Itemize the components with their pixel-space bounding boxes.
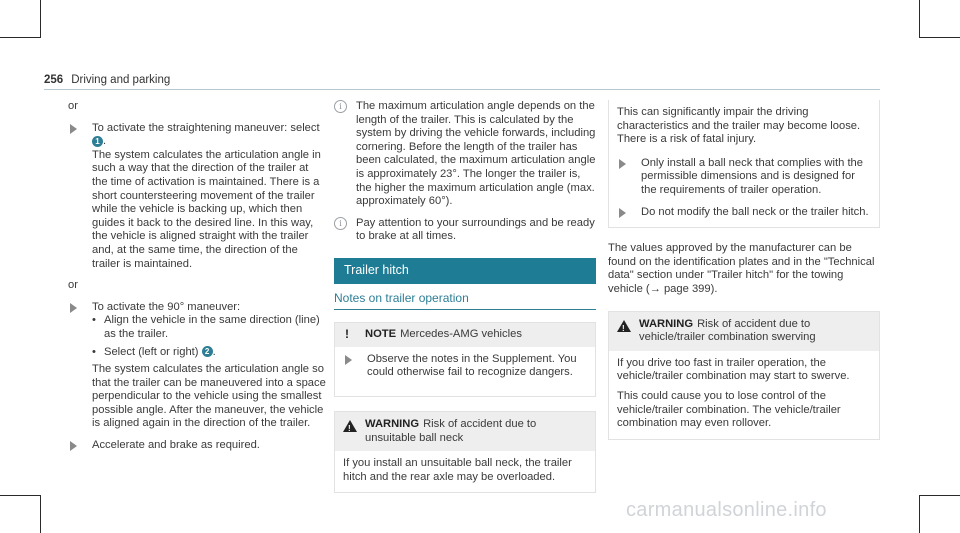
header-divider xyxy=(44,89,880,90)
step-straightening xyxy=(68,122,326,272)
warning-keyword: WARNING xyxy=(365,417,420,430)
subheading: Notes on trailer operation xyxy=(334,292,596,311)
column-1 xyxy=(68,100,326,461)
info-note: i Pay attention to your surroundings and be ready to brake at all times. xyxy=(334,217,596,244)
approved-values-text: The values approved by the manufacturer can be found on the identification plates and in the "Technical data" section under "Trailer hitch" for the towing vehicle (→ page 399). xyxy=(608,242,875,295)
warning-box xyxy=(334,411,596,493)
note-header xyxy=(335,323,595,347)
crop-mark xyxy=(0,495,40,496)
warning-body: If you install an unsuitable ball neck, the trailer hitch and the rear axle may be overloaded. xyxy=(343,457,572,483)
note-title: Mercedes-AMG vehicles xyxy=(400,328,522,341)
warning-triangle-icon: ! xyxy=(617,320,631,332)
step-arrow-icon xyxy=(619,159,626,169)
callout-1-badge: 1 xyxy=(92,136,103,147)
column-3 xyxy=(608,100,880,454)
callout-2-badge: 2 xyxy=(202,346,213,357)
warning-step: Only install a ball neck that complies with the permissible dimensions and is designed for the requirements of trailer operation. xyxy=(617,157,871,198)
or-label: or xyxy=(68,100,78,112)
or-label: or xyxy=(68,279,78,292)
warning-body: This could cause you to lose control of the vehicle/trailer combination. The vehicle/trailer combination may even rollover. xyxy=(617,389,841,430)
bullet-item: • Align the vehicle in the same direction (line) as the trailer. xyxy=(92,314,326,341)
crop-mark xyxy=(920,495,960,496)
step-intro: To activate the 90° maneuver: xyxy=(92,300,241,313)
info-icon: i xyxy=(334,217,347,230)
crop-mark xyxy=(919,0,920,38)
note-step: Observe the notes in the Supplement. You could otherwise fail to recognize dangers. xyxy=(343,353,587,380)
step-intro: To activate the straightening maneuver: select 1 . xyxy=(92,121,320,148)
section-title-bar: Trailer hitch xyxy=(334,258,596,284)
step-arrow-icon xyxy=(70,441,77,451)
step-arrow-icon xyxy=(70,303,77,313)
step-body: The system calculates the articulation angle so that the trailer can be maneuvered into a space perpendicular to the vehicle using the smallest possible angle. After the maneuver, the vehicle is aligned again in the direction of the trailer. xyxy=(92,363,326,430)
crop-mark xyxy=(40,495,41,533)
step-accelerate: Accelerate and brake as required. xyxy=(68,439,326,453)
step-body: The system calculates the articulation angle in such a way that the direction of the trailer at the time of activation is maintained. There is a short countersteering movement of the trailer while the vehicle is backing up, which then guides it back to the desired line. In this way, the vehicle is aligned straight with the trailer and, at the same time, the direction of the trailer is maintained. xyxy=(92,148,321,270)
warning-keyword: WARNING xyxy=(639,317,694,330)
warning-header xyxy=(335,412,595,451)
warning-header xyxy=(609,312,879,351)
bullet-item: • Select (left or right) 2 . xyxy=(92,346,326,360)
crop-mark xyxy=(40,0,41,38)
warning-box-continued xyxy=(608,100,880,228)
exclamation-icon: ! xyxy=(345,327,349,342)
crop-mark xyxy=(919,495,920,533)
watermark: carmanualsonline.info xyxy=(626,499,827,521)
step-arrow-icon xyxy=(619,208,626,218)
section-title: Driving and parking xyxy=(71,74,171,86)
info-icon: i xyxy=(334,100,347,113)
info-note: i The maximum articulation angle depends on the length of the trailer. This is calculated by the system by driving the vehicle forwards, including cornering. Before the length of the trailer has been calculated, the maximum articulation angle is approximately 23°. The longer the trailer is, the higher the maximum articulation angle (max. approximately 60°). xyxy=(334,100,596,209)
page-header xyxy=(44,74,170,88)
column-2 xyxy=(334,100,596,507)
step-arrow-icon xyxy=(70,124,77,134)
note-box xyxy=(334,322,596,397)
page-number: 256 xyxy=(44,74,64,86)
step-90-maneuver xyxy=(68,301,326,431)
warning-body: If you drive too fast in trailer operation, the vehicle/trailer combination may start to swerve. xyxy=(617,356,850,383)
crop-mark xyxy=(920,37,960,38)
warning-box xyxy=(608,311,880,440)
warning-triangle-icon: ! xyxy=(343,420,357,432)
warning-step: Do not modify the ball neck or the trailer hitch. xyxy=(617,206,871,220)
step-arrow-icon xyxy=(345,355,352,365)
warning-continued-text: This can significantly impair the driving characteristics and the trailer may become loose. There is a risk of fatal injury. xyxy=(617,106,861,146)
warning-title: Risk of accident due to vehicle/trailer combination swerving xyxy=(639,317,816,344)
crop-mark xyxy=(0,37,40,38)
warning-title: Risk of accident due to unsuitable ball neck xyxy=(365,417,537,444)
note-keyword: NOTE xyxy=(365,328,397,341)
